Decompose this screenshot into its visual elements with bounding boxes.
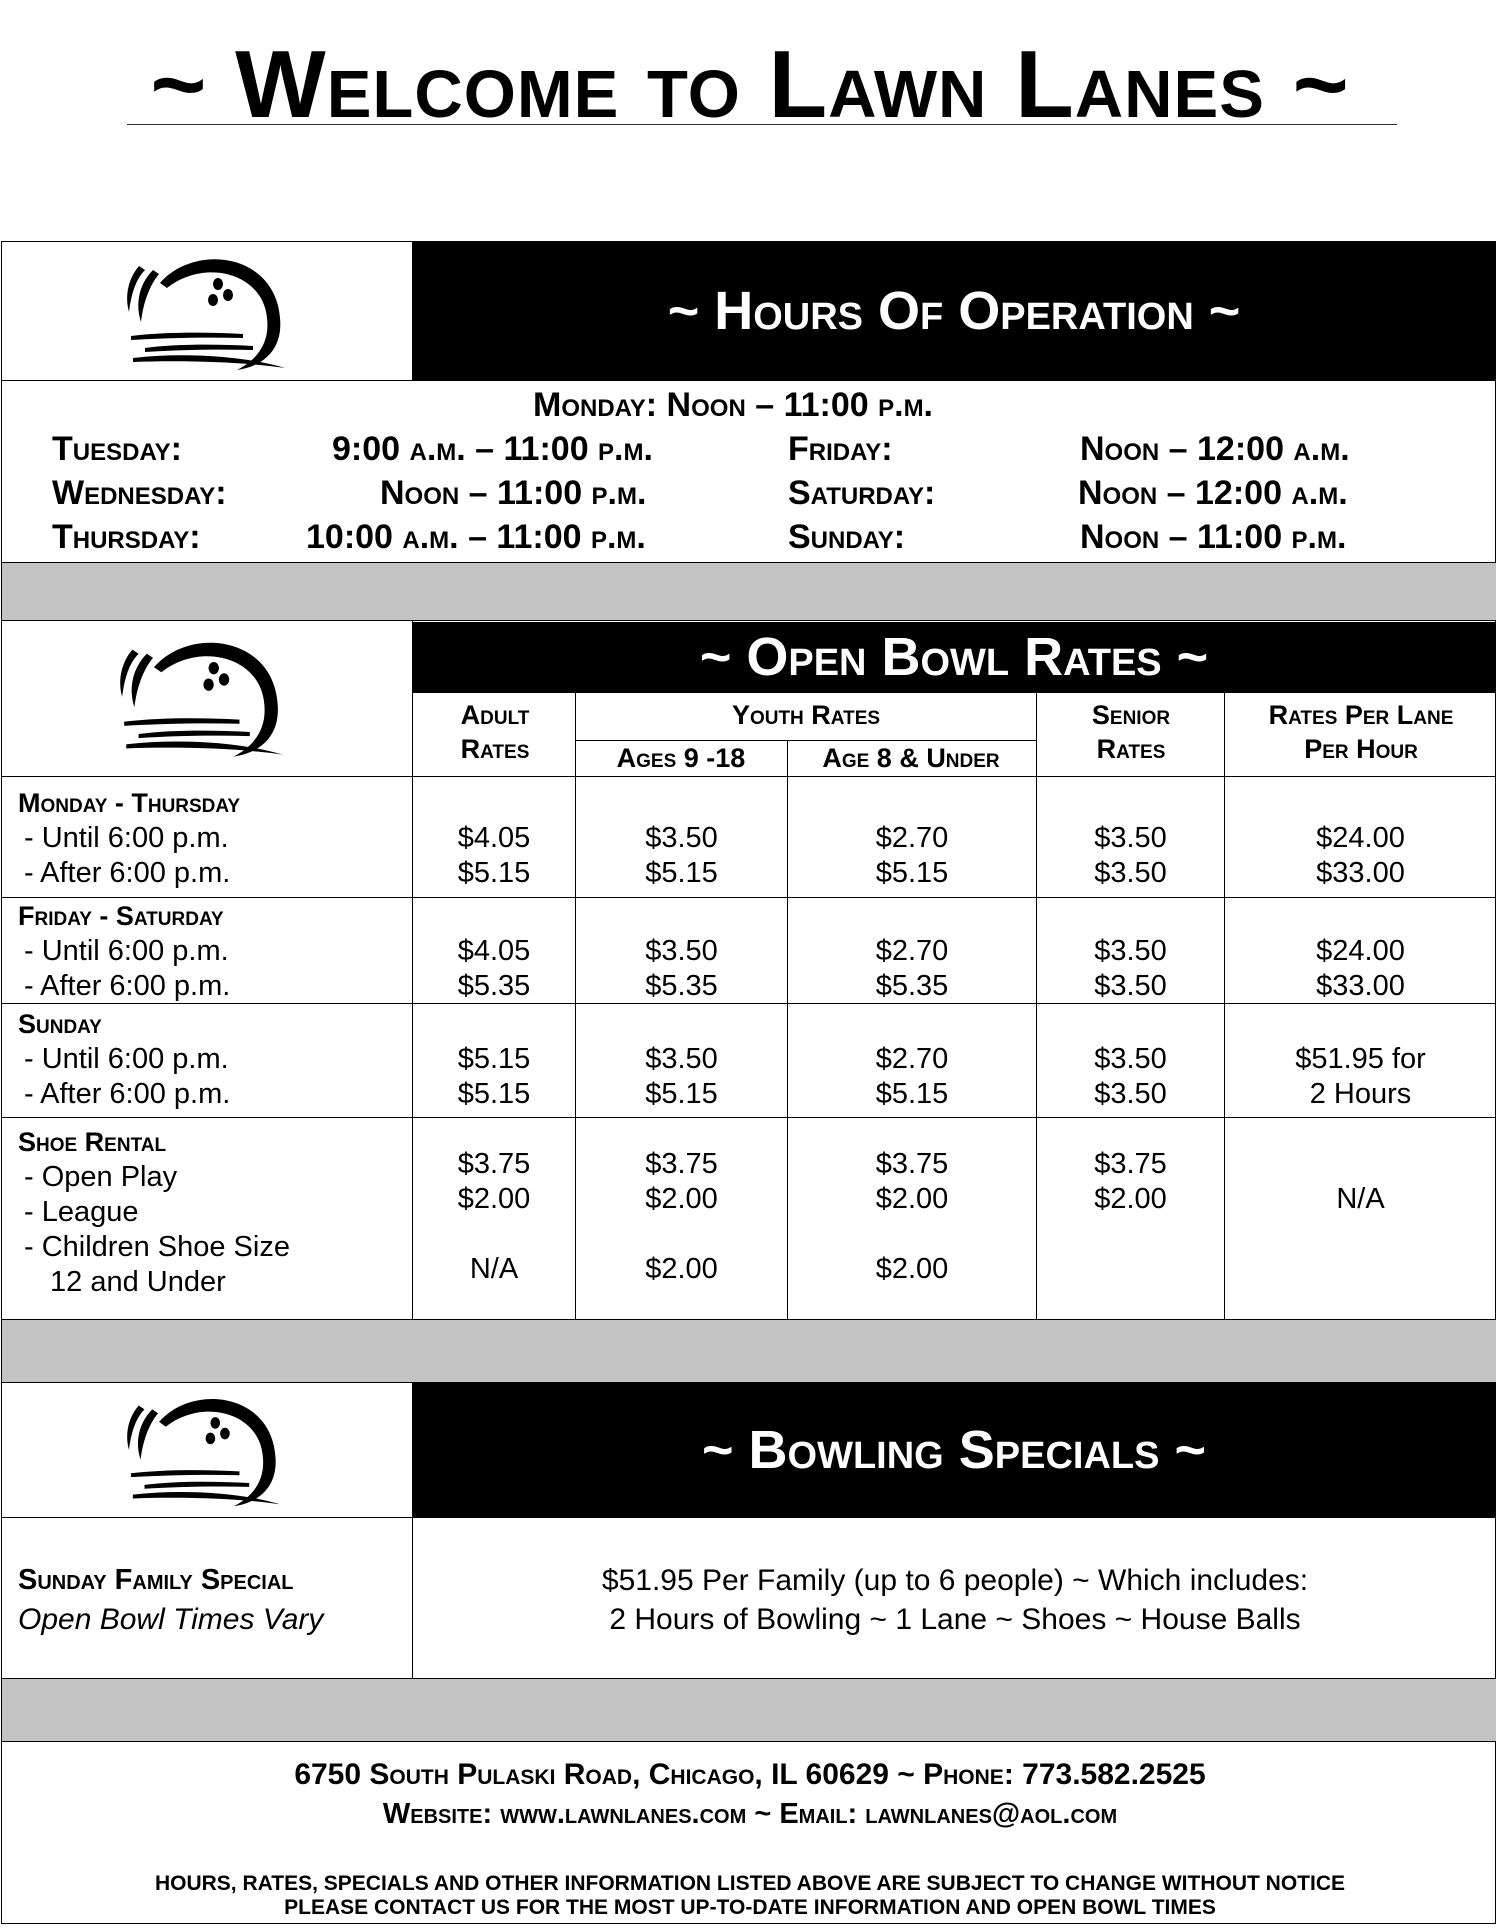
rate-cell: $3.75 [1094,1148,1167,1180]
rate-cell: $5.35 [645,970,718,1002]
saturday-hours: Noon – 12:00 a.m. [1078,474,1348,512]
rate-cell: $3.75 [457,1148,531,1180]
rate-cell: $2.70 [875,822,949,854]
rate-cell: $3.50 [1094,822,1167,854]
rate-cell: $2.00 [875,1183,949,1215]
sunday-hours: Noon – 11:00 p.m. [1080,518,1347,556]
shoe-rental-type: - Open Play [24,1161,178,1193]
rate-period: - Until 6:00 p.m. [24,935,229,967]
special-note: Open Bowl Times Vary [18,1603,324,1636]
rates-heading: ~ Open Bowl Rates ~ [699,627,1209,687]
rate-cell: $3.50 [645,935,718,967]
wednesday-label: Wednesday: [52,474,227,512]
special-name: Sunday Family Special [18,1564,294,1596]
rate-cell: $5.35 [457,970,531,1002]
rate-cell: $5.15 [457,857,531,889]
friday-hours: Noon – 12:00 a.m. [1080,430,1350,468]
rate-cell: $5.15 [457,1078,531,1110]
rate-period: - Until 6:00 p.m. [24,1043,229,1075]
rate-period: - After 6:00 p.m. [24,970,231,1002]
divider [2,620,1496,621]
gray-separator [2,563,1496,620]
divider [2,1517,1496,1518]
friday-label: Friday: [788,430,893,468]
rate-cell: $3.50 [1094,970,1167,1002]
rate-cell: $33.00 [1316,857,1405,889]
divider [575,740,1036,741]
rate-group-title: Monday - Thursday [18,788,241,818]
lane-rate-header-line2: Per Hour [1304,734,1418,764]
sunday-label: Sunday: [788,518,906,556]
divider [575,692,576,1319]
monday-hours: Monday: Noon – 11:00 p.m. [533,386,934,424]
shoe-rental-type: 12 and Under [50,1266,226,1298]
adult-rates-header: Adult Rates [460,700,530,764]
rate-group-label [18,899,230,1004]
gray-separator [2,1679,1496,1741]
hours-heading-band [413,242,1495,380]
rate-cell: $2.00 [645,1253,718,1285]
special-details-line: 2 Hours of Bowling ~ 1 Lane ~ Shoes ~ House Balls [609,1603,1301,1636]
rate-cell: $2.70 [875,1043,949,1075]
bowling-ball-logo-icon [125,1388,290,1514]
rate-cell: $5.15 [645,1078,718,1110]
divider [412,242,413,380]
rate-cell: N/A [1336,1183,1385,1215]
rate-cell: $51.95 for [1295,1043,1426,1075]
shoe-rental-type: - League [24,1196,139,1228]
rate-cell: $2.00 [1094,1183,1167,1215]
rate-cell: 2 Hours [1309,1078,1412,1110]
rate-cell: $5.35 [875,970,949,1002]
rate-cell: $5.15 [645,857,718,889]
rate-cell: $3.50 [1094,935,1167,967]
senior-rates-header: Senior Rates [1091,700,1171,764]
gray-separator [2,1320,1496,1382]
rate-cell: $3.50 [645,1043,718,1075]
rate-cell: $3.75 [645,1148,718,1180]
rate-cell: N/A [469,1253,519,1285]
tuesday-label: Tuesday: [52,430,182,468]
rate-cell: $2.00 [645,1183,718,1215]
rate-cell: $4.05 [457,822,531,854]
rate-period: - After 6:00 p.m. [24,1078,231,1110]
rate-group-label [18,1007,230,1112]
divider [2,897,1496,898]
youth-age-8-under-header: Age 8 & Under [822,743,1000,773]
disclaimer: HOURS, RATES, SPECIALS AND OTHER INFORMATION LISTED ABOVE ARE SUBJECT TO CHANGE WITHOUT NOTICE [154,1872,1346,1895]
rate-group-title: Friday - Saturday [18,901,224,931]
rate-cell: $2.00 [457,1183,531,1215]
shoe-rental-type: - Children Shoe Size [24,1231,290,1263]
divider [1036,692,1037,1319]
youth-ages-9-18-header: Ages 9 -18 [616,743,746,773]
specials-heading: ~ Bowling Specials ~ [702,1420,1206,1480]
thursday-label: Thursday: [52,518,201,556]
rate-cell: $3.50 [645,822,718,854]
rate-cell: $3.75 [875,1148,949,1180]
thursday-hours: 10:00 a.m. – 11:00 p.m. [306,518,646,556]
specials-heading-band [413,1383,1495,1517]
shoe-rental-label [18,1125,290,1300]
rate-cell: $4.05 [457,935,531,967]
rate-cell: $3.50 [1094,1078,1167,1110]
rate-cell: $2.70 [875,935,949,967]
bowling-ball-logo-icon [118,630,293,766]
rate-cell: $5.15 [875,857,949,889]
hours-heading: ~ Hours Of Operation ~ [667,281,1241,341]
rate-group-label [18,786,240,891]
shoe-rental-title: Shoe Rental [18,1127,167,1157]
divider [412,1382,413,1678]
address-phone: 6750 South Pulaski Road, Chicago, IL 60629 ~ Phone: 773.582.2525 [294,1758,1206,1791]
rate-cell: $24.00 [1316,935,1405,967]
divider [2,1117,1496,1118]
youth-rates-header: Youth Rates [731,700,881,730]
page-title: ~ Welcome to Lawn Lanes ~ [150,31,1350,138]
rate-cell: $5.15 [457,1043,531,1075]
special-details-block [414,1561,1496,1639]
disclaimer: PLEASE CONTACT US FOR THE MOST UP-TO-DATE INFORMATION AND OPEN BOWL TIMES [284,1896,1216,1919]
website-email: Website: www.lawnlanes.com ~ Email: lawnlanes@aol.com [382,1798,1118,1830]
rate-cell: $5.15 [875,1078,949,1110]
special-name-block [18,1561,323,1639]
rate-group-title: Sunday [18,1009,102,1039]
divider [2,1741,1496,1742]
rate-cell: $3.50 [1094,857,1167,889]
rate-cell: $2.00 [875,1253,949,1285]
divider [1224,692,1225,1319]
rate-period: - After 6:00 p.m. [24,857,231,889]
divider [2,380,1496,381]
rates-heading-band [413,622,1495,692]
wednesday-hours: Noon – 11:00 p.m. [380,474,647,512]
rate-cell: $33.00 [1316,970,1405,1002]
rate-cell: $24.00 [1316,822,1405,854]
special-details-line: $51.95 Per Family (up to 6 people) ~ Which includes: [601,1564,1309,1597]
divider [2,776,1496,777]
lane-rate-header-line1: Rates Per Lane [1268,700,1454,730]
rate-period: - Until 6:00 p.m. [24,822,229,854]
rate-cell: $3.50 [1094,1043,1167,1075]
tuesday-hours: 9:00 a.m. – 11:00 p.m. [332,430,653,468]
saturday-label: Saturday: [788,474,936,512]
bowling-ball-logo-icon [125,248,295,378]
title-underline [127,124,1397,125]
